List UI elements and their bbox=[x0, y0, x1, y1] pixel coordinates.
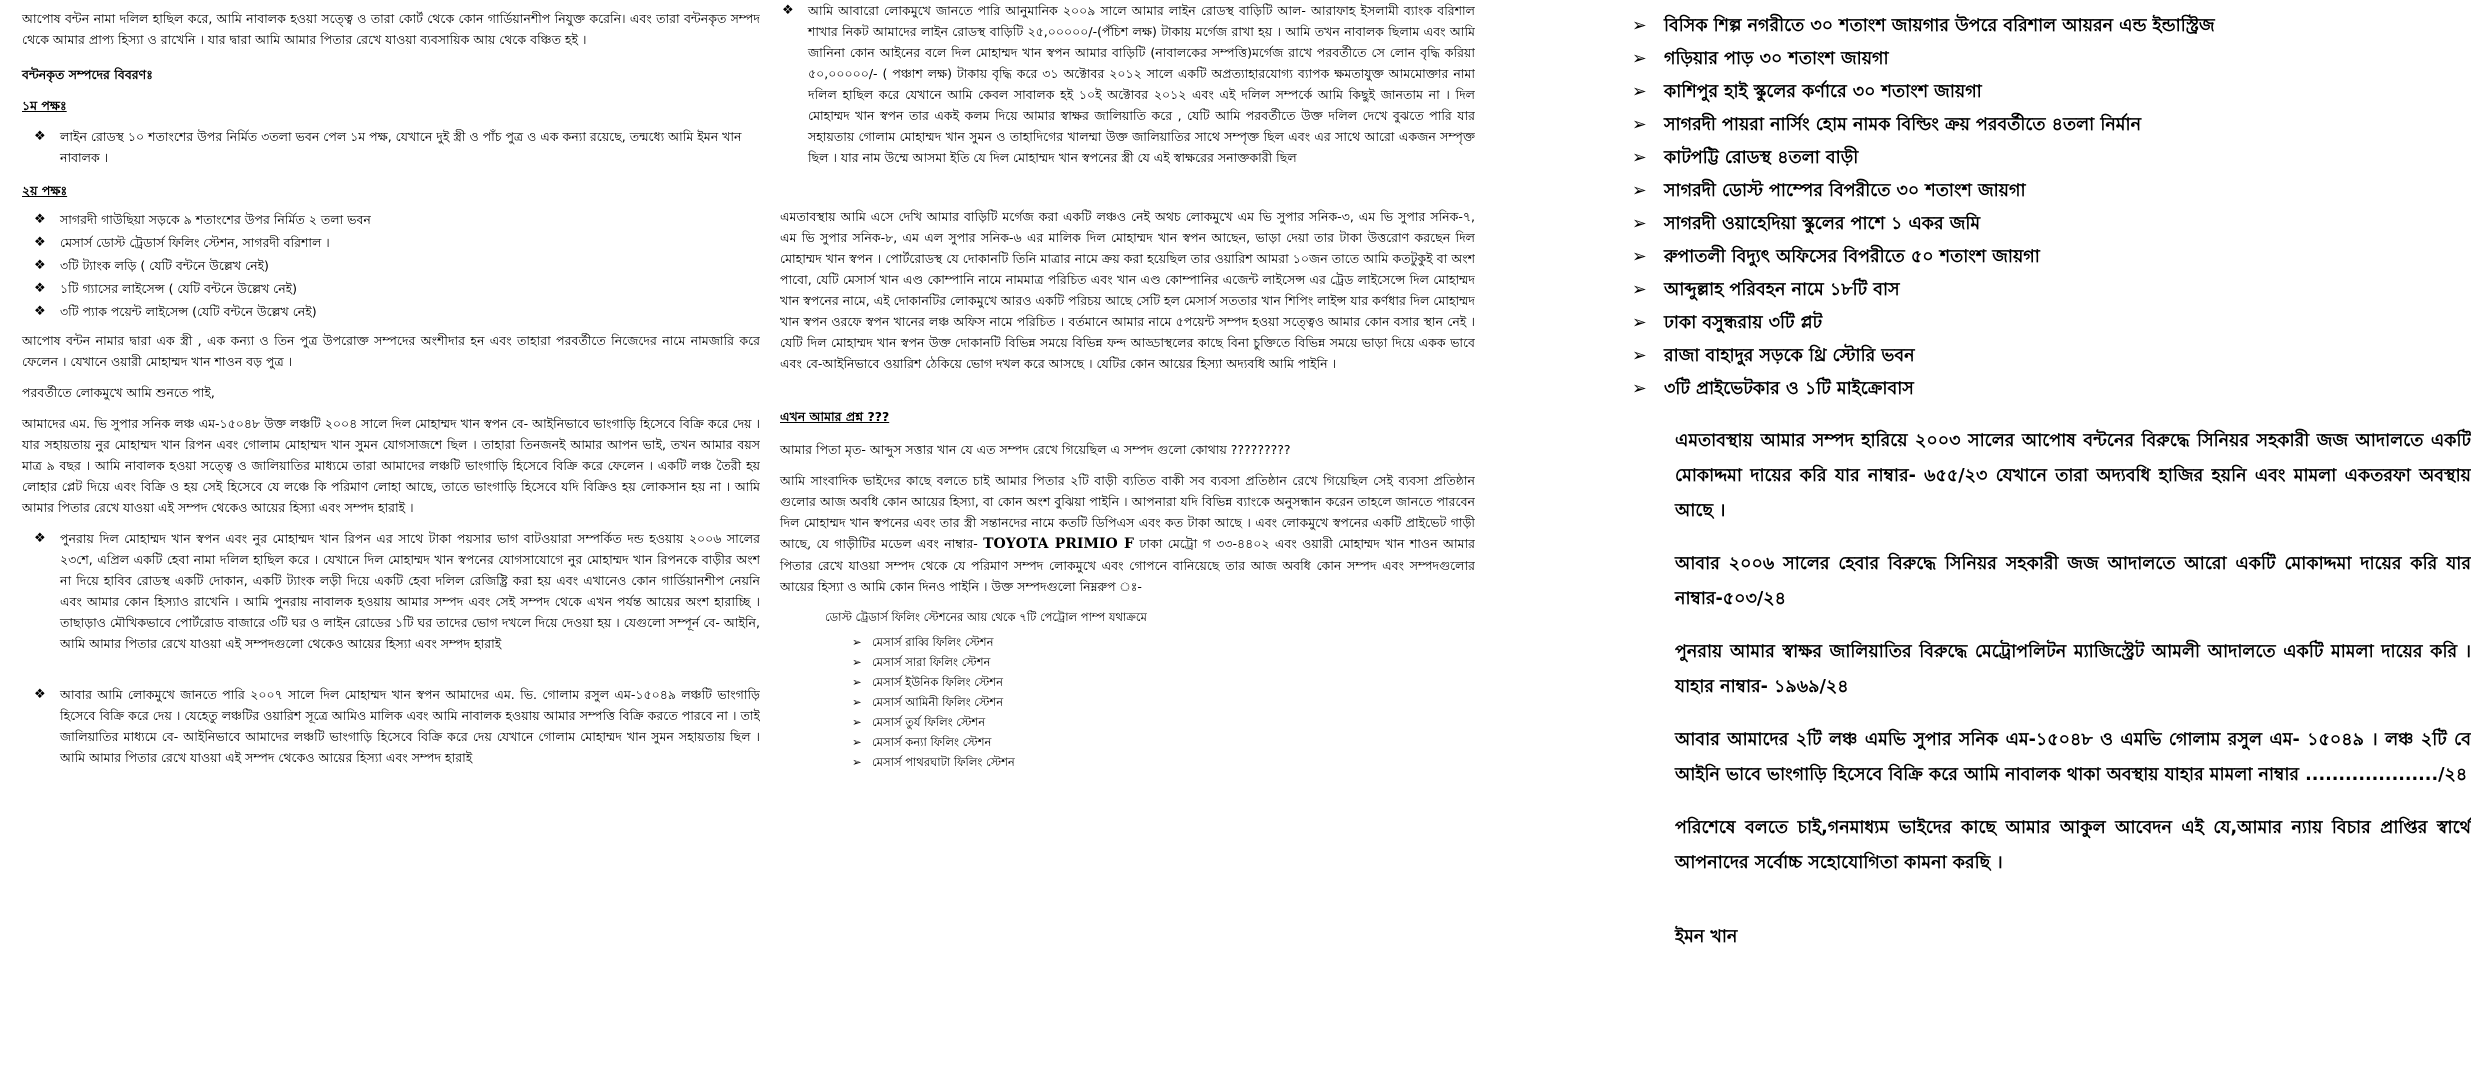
paragraph: আবার ২০০৬ সালের হেবার বিরুদ্ধে সিনিয়র সহকারী জজ আদালতে আরো একটি মোকাদ্দমা দায়ের করি যার নাম্বার-৫০৩/২৪ bbox=[1675, 554, 2471, 609]
list-item: ➢ গড়িয়ার পাড় ৩০ শতাংশ জায়গা bbox=[1630, 43, 2471, 76]
list-item: ➢ মেসার্স আমিনী ফিলিং স্টেশন bbox=[850, 692, 1475, 712]
paragraph: আমাদের এম. ভি সুপার সনিক লঞ্চ এম-১৫০৪৮ উক্ত লঞ্চটি ২০০৪ সালে দিল মোহাম্মদ খান স্বপন বে- আইনিভাবে ভাংগাড়ি হিসেবে বিক্রি করে দেয় । যার সহায়তায় নুর মোহাম্মদ খান রিপন এবং গোলাম মোহাম্মদ খান সুমন যোগসাজশে ছিল । তাহারা তিনজনই আমার আপন ভাই, তখন আমার বয়স মাত্র ৯ বছর । আমি নাবালক হওয়া সত্ত্বে ও জালিয়াতির মাধ্যমে তারা আমাদের লঞ্চটি ভাংগাড়ি হিসেবে বিক্রি করে ফেলেন । একটি লঞ্চ তৈরী হয় লোহার প্লেট দিয়ে এবং বিক্রি ও হয় সেই হিসেবে যে লঞ্চে কি পরিমাণ লোহা আছে, তাতে ভাংগাড়ি হিসেবে যদি বিক্রিও হয় লোকসান হয় না । আমি আমার পিতার রেখে যাওয়া এই সম্পদ থেকেও আয়ের হিস্যা এবং সম্পদ হারাই । bbox=[22, 416, 760, 515]
part2-label: ২য় পক্ষঃ bbox=[22, 183, 68, 198]
list-item: ➢ সাগরদী পায়রা নার্সিং হোম নামক বিল্ডিং ক্রয় পরবর্তীতে ৪তলা নির্মান bbox=[1630, 109, 2471, 142]
list-item: ➢ মেসার্স তুর্য ফিলিং স্টেশন bbox=[850, 712, 1475, 732]
part2-list bbox=[32, 209, 760, 322]
column-middle bbox=[760, 0, 1475, 1090]
list-item: ❖ আবার আমি লোকমুখে জানতে পারি ২০০৭ সালে দিল মোহাম্মদ খান স্বপন আমাদের এম. ভি. গোলাম রসুল এম-১৫০৪৯ লঞ্চটি ভাংগাড়ি হিসেবে বিক্রি করে দেয় । যেহেতু লঞ্চটির ওয়ারিশ সূত্রে আমিও মালিক এবং আমি নাবালক হওয়ায় আমার সম্পত্তি বিক্রি করতে পারবে না । তাই জালিয়াতির মাধ্যমে বে- আইনিভাবে আমাদের লঞ্চটি ভাংগাড়ি হিসেবে বিক্রি করে দেয় যেখানে গোলাম মোহাম্মদ খান সুমন সহায়তায় ছিল । আমি আমার পিতার রেখে যাওয়া এই সম্পদ থেকেও আয়ের হিস্যা এবং সম্পদ হারাই bbox=[32, 684, 760, 768]
bullet-list bbox=[780, 0, 1475, 168]
property-list bbox=[1630, 10, 2471, 406]
list-item: ❖ সাগরদী গাউছিয়া সড়কে ৯ শতাংশের উপর নির্মিত ২ তলা ভবন bbox=[32, 209, 760, 230]
paragraph: আপোষ বন্টন নামার দ্বারা এক স্ত্রী , এক কন্যা ও তিন পুত্র উপরোক্ত সম্পদের অংশীদার হন এবং তাহারা পরবর্তীতে নিজেদের নামে নামজারি করে ফেলেন । যেখানে ওয়ারী মোহাম্মদ খান শাওন বড় পুত্র । bbox=[22, 333, 760, 369]
list-item: ❖ আমি আবারো লোকমুখে জানতে পারি আনুমানিক ২০০৯ সালে আমার লাইন রোডস্থ বাড়িটি আল- আরাফাহ ইসলামী ব্যাংক বরিশাল শাখার নিকট আমাদের লাইন রোডস্থ বাড়িটি ২৫,০০০০০/-(পঁচিশ লক্ষ) টাকায় মর্গেজ রাখা হয় । আমি তখন নাবালক ছিলাম এবং আমি জানিনা কোন আইনের বলে দিল মোহাম্মদ খান স্বপন আমার বাড়িটি (নাবালকের সম্পত্তি)মর্গেজ রাখে পরবর্তীতে সে লোন বৃদ্ধি করিয়া ৫০,০০০০০/- ( পঞ্চাশ লক্ষ) টাকায় বৃদ্ধি করে ৩১ অক্টোবর ২০১২ সালে একটি অপ্রত্যাহারযোগ্য ব্যাপক ক্ষমতাযুক্ত আমমোক্তার নামা দলিল হাছিল করে যেখানে আমি কেবল সাবালক হই ১০ই অক্টোবর ২০১২ এবং এই দলিল সম্পর্কে আমি কিছুই জানতাম না । দিল মোহাম্মদ খান স্বপন তার একই কলম দিয়ে আমার স্বাক্ষর জালিয়াতি করে , যেটি আমি পরবর্তীতে উক্ত দলিল দেখে বুঝতে পারি যার সহায়তায় গোলাম মোহাম্মদ খান সুমন ও তাহাদিগের খালম্মা উক্ত জালিয়াতির সাথে সম্পৃক্ত ছিল এবং এর সাথে আরো একজন সম্পৃক্ত ছিল । যার নাম উম্মে আসমা ইতি যে দিল মোহাম্মদ খান স্বপনের স্ত্রী যে এই স্বাক্ষরের সনাক্তকারী ছিল bbox=[780, 0, 1475, 168]
paragraph: পুনরায় আমার স্বাক্ষর জালিয়াতির বিরুদ্ধে মেট্রোপলিটন ম্যাজিস্ট্রেট আমলী আদালতে একটি মামলা দায়ের করি । যাহার নাম্বার- ১৯৬৯/২৪ bbox=[1675, 642, 2471, 697]
list-item: ❖ লাইন রোডস্থ ১০ শতাংশের উপর নির্মিত ৩তলা ভবন পেল ১ম পক্ষ, যেখানে দুই স্ত্রী ও পাঁচ পুত্র ও এক কন্যা রয়েছে, তন্মধ্যে আমি ইমন খান নাবালক । bbox=[32, 126, 760, 168]
bullet-list bbox=[32, 528, 760, 768]
list-item: ➢ কাটপট্টি রোডস্থ ৪তলা বাড়ী bbox=[1630, 142, 2471, 175]
list-item: ➢ মেসার্স কন্যা ফিলিং স্টেশন bbox=[850, 732, 1475, 752]
list-item: ❖ ৩টি ট্যাংক লড়ি ( যেটি বন্টনে উল্লেখ নেই) bbox=[32, 255, 760, 276]
paragraph: এমতাবস্থায় আমি এসে দেখি আমার বাড়িটি মর্গেজ করা একটি লঞ্চও নেই অথচ লোকমুখে এম ভি সুপার সনিক-৩, এম ভি সুপার সনিক-৭, এম ভি সুপার সনিক-৮, এম এল সুপার সনিক-৬ এর মালিক দিল মোহাম্মদ খান স্বপন আছেন, ভাড়া দেয়া তার টাকা উত্তরোণ করছেন দিল মোহাম্মদ খান স্বপন । পোর্টরোডস্থ যে দোকানটি তিনি মাত্রার নামে ক্রয় করা হয়েছিল তার ওয়ারিশ আমরা ১০জন তাতে আমি কতটুকুই বা অংশ পাবো, যেটি মেসার্স খান এণ্ড কোম্পানি নামে নামমাত্র পরিচিত এবং খান এণ্ড কোম্পানির এজেন্ট লাইসেন্স এর ট্রেড লাইসেন্সে দিল মোহাম্মদ খান স্বপনের নামে, এই দোকানটির লোকমুখে আরও একটি পরিচয় আছে সেটি হল মেসার্স সততার খান শিপিং লাইন্স যার কর্ণধার দিল মোহাম্মদ খান স্বপন ওরফে স্বপন খানের লঞ্চ অফিস নামে পরিচিত । বর্তমানে আমার নামে ৫পয়েন্ট সম্পদ হওয়া সত্ত্বেও আমার কোন বসার স্থান নেই । যেটি দিল মোহাম্মদ খান স্বপন উক্ত দোকানটি বিভিন্ন সময়ে বিভিন্ন ফন্দ আড্ডাস্থলের কাছে বিনা চুক্তিতে বিভিন্ন সময়ে ভাড়া দিয়ে একক ভাবে এবং বে-আইনিভাবে ওয়ারিশ ঠেকিয়ে ভোগ দখল করে আসছে । যেটির কোন আয়ের হিস্যা অদ্যবধি আমি পাইনি । bbox=[780, 209, 1475, 371]
question-heading: এখন আমার প্রশ্ন ??? bbox=[780, 409, 890, 424]
list-item: ❖ ৩টি প্যাক পয়েন্ট লাইসেন্স (যেটি বন্টনে উল্লেখ নেই) bbox=[32, 301, 760, 322]
list-item: ➢ সাগরদী ডোস্ট পাম্পের বিপরীতে ৩০ শতাংশ জায়গা bbox=[1630, 175, 2471, 208]
paragraph: আবার আমাদের ২টি লঞ্চ এমভি সুপার সনিক এম-১৫০৪৮ ও এমভি গোলাম রসুল এম- ১৫০৪৯ । লঞ্চ ২টি বে আইনি ভাবে ভাংগাড়ি হিসেবে বিক্রি করে আমি নাবালক থাকা অবস্থায় যাহার মামলা নাম্বার ..................../২৪ bbox=[1675, 730, 2471, 785]
part1-list bbox=[32, 126, 760, 168]
paragraph: এমতাবস্থায় আমার সম্পদ হারিয়ে ২০০৩ সালের আপোষ বন্টনের বিরুদ্ধে সিনিয়র সহকারী জজ আদালতে একটি মোকাদ্দমা দায়ের করি যার নাম্বার- ৬৫৫/২৩ যেখানে তারা অদ্যবধি হাজির হয়নি এবং মামলা একতরফা অবস্থায় আছে । bbox=[1675, 431, 2471, 521]
list-item: ➢ কাশিপুর হাই স্কুলের কর্ণারে ৩০ শতাংশ জায়গা bbox=[1630, 76, 2471, 109]
paragraph: পরিশেষে বলতে চাই,গনমাধ্যম ভাইদের কাছে আমার আকুল আবেদন এই যে,আমার ন্যায় বিচার প্রাপ্তির স্বার্থে আপনাদের সর্বোচ্চ সহোযোগিতা কামনা করছি । bbox=[1675, 818, 2471, 873]
station-list bbox=[850, 632, 1475, 772]
list-item: ❖ মেসার্স ডোস্ট ট্রেডার্স ফিলিং স্টেশন, সাগরদী বরিশাল । bbox=[32, 232, 760, 253]
list-item: ➢ ঢাকা বসুন্ধরায় ৩টি প্লট bbox=[1630, 307, 2471, 340]
list-item: ➢ রুপাতলী বিদ্যুৎ অফিসের বিপরীতে ৫০ শতাংশ জায়গা bbox=[1630, 241, 2471, 274]
list-item: ➢ মেসার্স সারা ফিলিং স্টেশন bbox=[850, 652, 1475, 672]
section-heading: বন্টনকৃত সম্পদের বিবরণঃ bbox=[22, 67, 153, 82]
list-item: ➢ মেসার্স রাব্বি ফিলিং স্টেশন bbox=[850, 632, 1475, 652]
list-item: ➢ রাজা বাহাদুর সড়কে থ্রি স্টোরি ভবন bbox=[1630, 340, 2471, 373]
car-model: TOYOTA PRIMIO F bbox=[983, 536, 1134, 552]
part1-label: ১ম পক্ষঃ bbox=[22, 98, 67, 113]
column-left bbox=[0, 0, 760, 1090]
paragraph bbox=[780, 470, 1475, 597]
list-heading: ডোস্ট ট্রেডার্স ফিলিং স্টেশনের আয় থেকে ৭টি পেট্রোল পাম্প যথাক্রমে bbox=[825, 610, 1147, 624]
signature: ইমন খান bbox=[1675, 927, 1738, 947]
list-item: ➢ ৩টি প্রাইভেটকার ও ১টি মাইক্রোবাস bbox=[1630, 373, 2471, 406]
list-item: ➢ বিসিক শিল্প নগরীতে ৩০ শতাংশ জায়গার উপরে বরিশাল আয়রন এন্ড ইন্ডাস্ট্রিজ bbox=[1630, 10, 2471, 43]
paragraph: পরবর্তীতে লোকমুখে আমি শুনতে পাই, bbox=[22, 385, 215, 400]
list-item: ➢ মেসার্স পাথরঘাটা ফিলিং স্টেশন bbox=[850, 752, 1475, 772]
column-right bbox=[1610, 0, 2471, 1090]
intro-paragraph: আপোষ বন্টন নামা দলিল হাছিল করে, আমি নাবালক হওয়া সত্ত্বে ও তারা কোর্ট থেকে কোন গার্ডিয়ানশীপ নিযুক্ত করেনি। এবং তারা বন্টনকৃত সম্পদ থেকে আমার প্রাপ্য হিস্যা ও রাখেনি । যার দ্বারা আমি আমার পিতার রেখে যাওয়া ব্যবসায়িক আয় থেকে বঞ্চিত হই । bbox=[22, 11, 760, 47]
paragraph-part: ঢাকা মেট্রো গ ৩৩-৪৪০২ এবং ওয়ারী মোহাম্মদ খান শাওন আমার পিতার রেখে যাওয়া সম্পদ থেকে যে পরিমাণ সম্পদ লোকমুখে এবং গোপনে বানিয়েছে তার আজ অবধি কোন সম্পদ এবং সম্পদগুলোর আয়ের হিস্যা ও আমি কোন দিনও পাইনি । উক্ত সম্পদগুলো নিম্নরুপ ঃ- bbox=[780, 536, 1475, 594]
list-item: ➢ মেসার্স ইউনিক ফিলিং স্টেশন bbox=[850, 672, 1475, 692]
list-item: ➢ আব্দুল্লাহ পরিবহন নামে ১৮টি বাস bbox=[1630, 274, 2471, 307]
paragraph-part: আমি সাংবাদিক ভাইদের কাছে বলতে চাই আমার পিতার ২টি বাড়ী ব্যতিত বাকী সব ব্যবসা প্রতিষ্ঠান রেখে গিয়েছিল সেই ব্যবসা প্রতিষ্ঠান গুলোর আজ অবধি কোন আয়ের হিস্যা, বা কোন অংশ বুঝিয়া পাইনি । আপনারা যদি বিভিন্ন ব্যাংকে অনুসন্ধান করেন তাহলে জানতে পারবেন দিল মোহাম্মদ খান স্বপনের এবং তার স্ত্রী সন্তানদের নামে কতটি ডিপিএস এবং কত টাকা আছে । এবং লোকমুখে স্বপনের একটি প্রাইভেট গাড়ী আছে, যে গাড়ীটির মডেল এবং নাম্বার- bbox=[780, 473, 1475, 551]
list-item: ❖ পুনরায় দিল মোহাম্মদ খান স্বপন এবং নুর মোহাম্মদ খান রিপন এর সাথে টাকা পয়সার ভাগ বাটওয়ারা সম্পর্কিত দন্ড হওয়ায় ২০০৬ সালের ২৩শে, এপ্রিল একটি হেবা নামা দলিল হাছিল করে । যেখানে দিল মোহাম্মদ খান স্বপনের যোগসাযোগে নুর মোহাম্মদ খান রিপনকে বাড়ীর অংশ না দিয়ে হাবিব রোডস্থ একটি দোকান, একটি ট্যাংক লড়ী দিয়ে একটি হেবা দলিল রেজিষ্ট্রি করা হয় এবং এখানেও কোন গার্ডিয়ানশীপ নেয়নি এবং আমার কোন হিস্যাও রাখেনি । আমি পুনরায় নাবালক হওয়ায় আমার সম্পদ এবং সেই সম্পদ থেকে এখন পর্যন্ত আয়ের অংশ হারাচ্ছি । তাছাড়াও মৌখিকভাবে পোর্টরোড বাজারে ৩টি ঘর ও লাইন রোডের ১টি ঘর তাদের ভোগ দখলে দিয়ে দেওয়া হয় । যেগুলো সম্পূর্ন বে- আইনি, আমি আমার পিতার রেখে যাওয়া এই সম্পদগুলো থেকেও আয়ের হিস্যা এবং সম্পদ হারাই bbox=[32, 528, 760, 654]
list-item: ➢ সাগরদী ওয়াহেদিয়া স্কুলের পাশে ১ একর জমি bbox=[1630, 208, 2471, 241]
question-text: আমার পিতা মৃত- আব্দুস সত্তার খান যে এত সম্পদ রেখে গিয়েছিল এ সম্পদ গুলো কোথায় ????????? bbox=[780, 442, 1291, 457]
list-item: ❖ ১টি গ্যাসের লাইসেন্স ( যেটি বন্টনে উল্লেখ নেই) bbox=[32, 278, 760, 299]
